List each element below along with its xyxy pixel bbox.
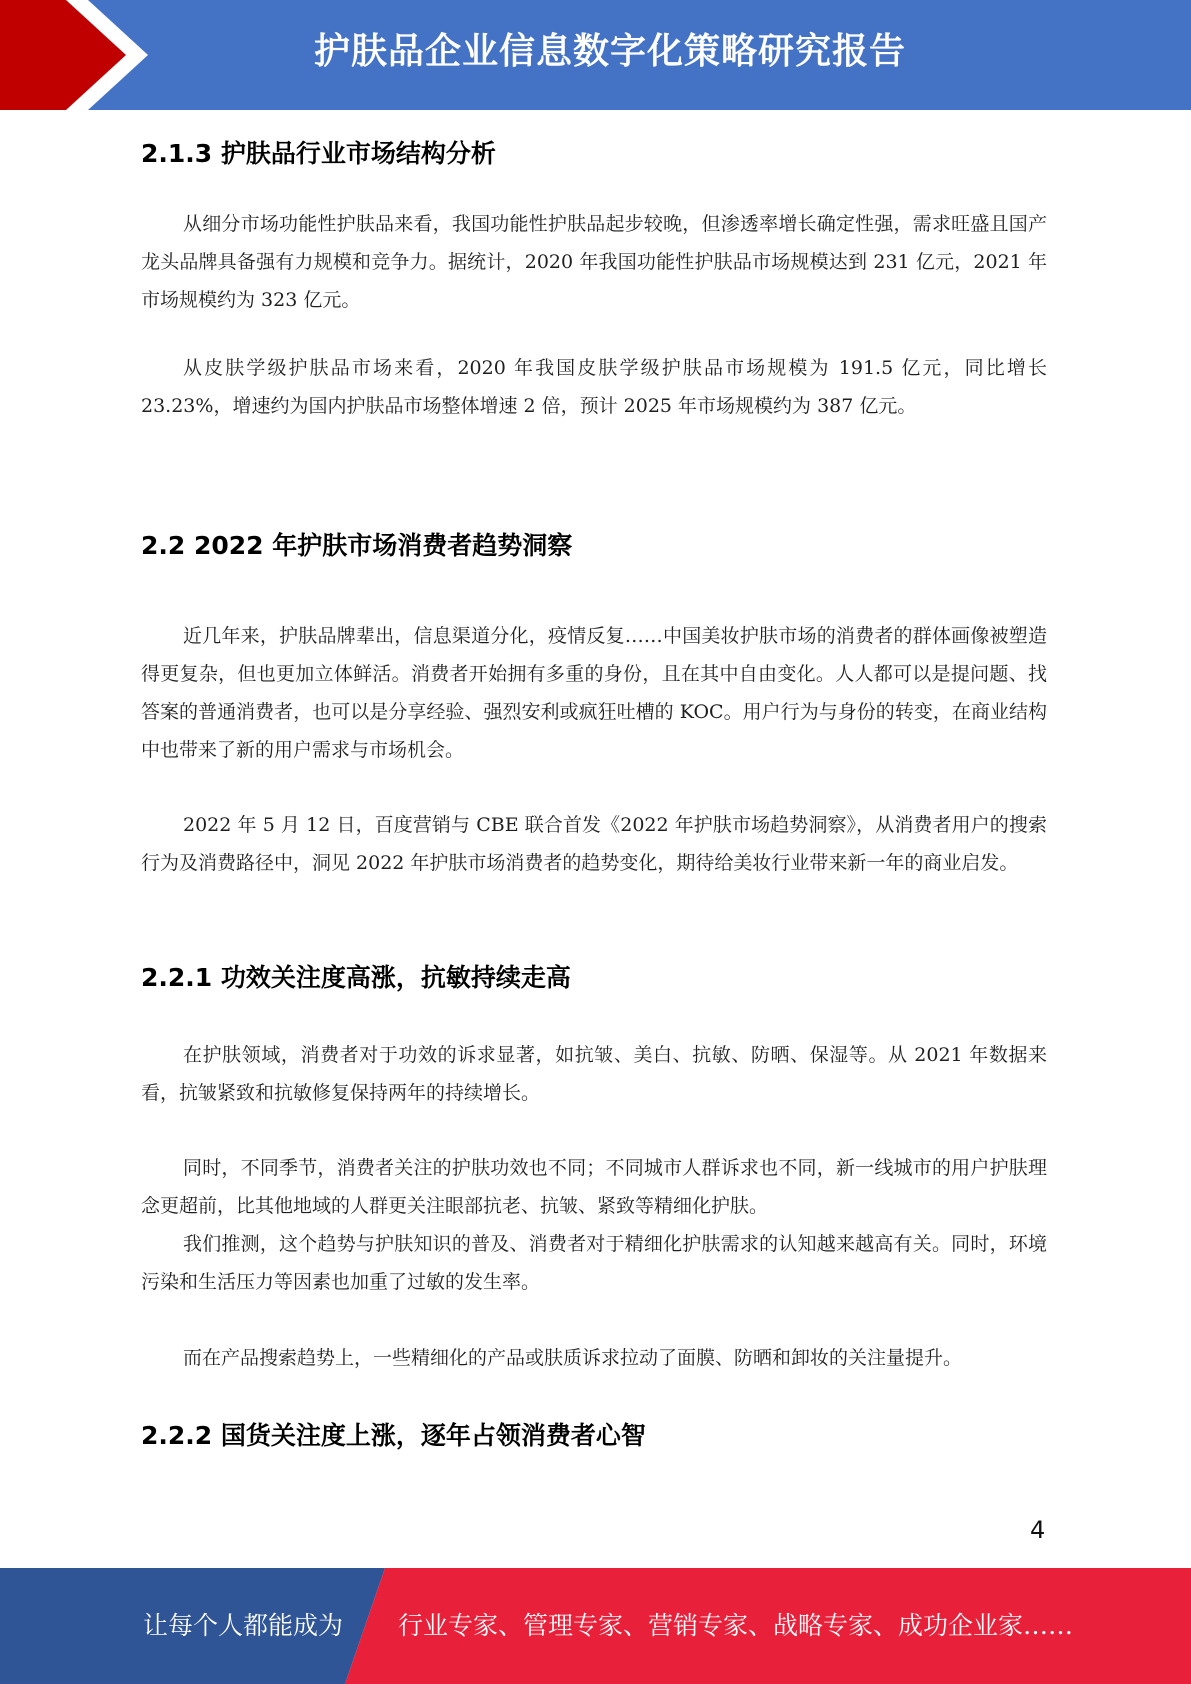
body-paragraph: 从细分市场功能性护肤品来看，我国功能性护肤品起步较晚，但渗透率增长确定性强，需求旺盛且国产龙头品牌具备强有力规模和竞争力。据统计，2020 年我国功能性护肤品市场规模达到 231 亿元，2021 年市场规模约为 323 亿元。 (141, 213, 1047, 311)
footer-slogan-right: 行业专家、管理专家、营销专家、战略专家、成功企业家…… (398, 1611, 1074, 1640)
document-title: 护肤品企业信息数字化策略研究报告 (313, 31, 906, 72)
page-footer (0, 1568, 1191, 1684)
page-header (0, 0, 1191, 110)
body-paragraph: 从皮肤学级护肤品市场来看，2020 年我国皮肤学级护肤品市场规模为 191.5 亿元，同比增长 23.23%，增速约为国内护肤品市场整体增速 2 倍，预计 2025 年市场规模约为 387 亿元。 (141, 357, 1047, 417)
section-heading: 2.1.3 护肤品行业市场结构分析 (141, 139, 496, 168)
footer-slogan-left: 让每个人都能成为 (143, 1611, 344, 1640)
body-paragraph: 在护肤领域，消费者对于功效的诉求显著，如抗皱、美白、抗敏、防晒、保湿等。从 2021 年数据来看，抗皱紧致和抗敏修复保持两年的持续增长。 (141, 1044, 1047, 1104)
page-number: 4 (1030, 1516, 1046, 1544)
body-paragraph: 而在产品搜索趋势上，一些精细化的产品或肤质诉求拉动了面膜、防晒和卸妆的关注量提升。 (183, 1347, 963, 1369)
body-paragraph: 同时，不同季节，消费者关注的护肤功效也不同；不同城市人群诉求也不同，新一线城市的用户护肤理念更超前，比其他地域的人群更关注眼部抗老、抗皱、紧致等精细化护肤。 (141, 1157, 1047, 1217)
section-heading: 2.2.1 功效关注度高涨，抗敏持续走高 (141, 963, 571, 992)
section-heading: 2.2.2 国货关注度上涨，逐年占领消费者心智 (141, 1421, 646, 1450)
section-heading: 2.2 2022 年护肤市场消费者趋势洞察 (141, 531, 573, 560)
body-paragraph: 2022 年 5 月 12 日，百度营销与 CBE 联合首发《2022 年护肤市场趋势洞察》，从消费者用户的搜索行为及消费路径中，洞见 2022 年护肤市场消费者的趋势变化，期待给美妆行业带来新一年的商业启发。 (141, 814, 1047, 874)
body-paragraph: 我们推测，这个趋势与护肤知识的普及、消费者对于精细化护肤需求的认知越来越高有关。同时，环境污染和生活压力等因素也加重了过敏的发生率。 (141, 1233, 1047, 1293)
body-paragraph: 近几年来，护肤品牌辈出，信息渠道分化，疫情反复……中国美妆护肤市场的消费者的群体画像被塑造得更复杂，但也更加立体鲜活。消费者开始拥有多重的身份，且在其中自由变化。人人都可以是提问题、找答案的普通消费者，也可以是分享经验、强烈安利或疯狂吐槽的 KOC。用户行为与身份的转变，在商业结构中也带来了新的用户需求与市场机会。 (141, 625, 1047, 761)
